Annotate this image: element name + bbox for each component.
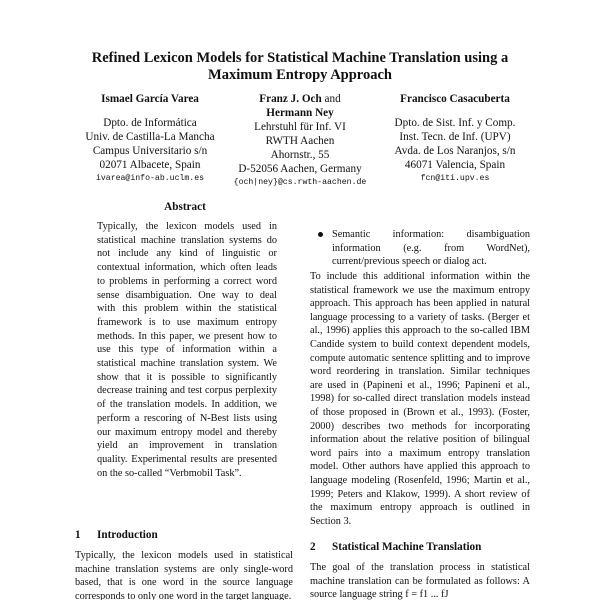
author-name: Francisco Casacuberta [400,93,510,105]
section-heading-smt [310,541,481,553]
affiliation-line: Dpto. de Informática [103,117,197,129]
abstract-heading: Abstract [164,201,206,213]
section-title: Statistical Machine Translation [332,541,482,553]
right-column-paragraph: To include this additional information within the statistical framework we use the maximum entropy approach. This approach has been applied in natural language processing to a variety of tasks. (Berger et al., 1996) applies this approach to the so-called IBM Candide system to build context dependent models, compute automatic sentence splitting and to improve word reordering in translation. Similar techniques are used in (Papineni et al., 1996; Papineni et al., 1998) for so-called direct translation models instead of those proposed in (Brown et al., 1993). (Foster, 2000) describes two methods for incorporating information about the relative position of bilingual word pairs into a maximum entropy translation model. Other authors have applied this approach to language modeling (Rosenfeld, 1996; Martin et al., 1999; Peters and Klakow, 1999). A short review of the maximum entropy approach is outlined in Section 3. [310,271,530,527]
bullet-dot-icon [318,232,323,237]
section-1-body-clip [75,549,293,600]
author-email: fcn@iti.upv.es [420,174,490,183]
author-name: Franz J. Och [259,93,322,105]
affiliation-line: Lehrstuhl für Inf. VI [254,121,346,133]
affiliation-line: 46071 Valencia, Spain [404,159,506,171]
affiliation-line: 02071 Albacete, Spain [99,159,201,171]
bullet-item [318,228,530,269]
section-2-body-clip [310,561,530,600]
paper-title: Refined Lexicon Models for Statistical Machine Translation using a Maximum Entropy Approach [91,50,509,83]
author-email: ivarea@info-ab.uclm.es [95,174,205,183]
affiliation-line: Dpto. de Sist. Inf. y Comp. [394,117,516,129]
affiliation-line: D-52056 Aachen, Germany [238,163,362,175]
abstract-paragraph: Typically, the lexicon models used in statistical machine translation systems do not include any kind of linguistic or contextual information, which often leads to problems in performing a correct word sense disambiguation. One way to deal with this problem within the statistical framework is to use maximum entropy methods. In this paper, we present how to use this type of information within a statistical machine translation system. We show that it is possible to significantly decrease training and test corpus perplexity of the translation models. In addition, we perform a rescoring of N-Best lists using our maximum entropy model and thereby yield an improvement in translation quality. Experimental results are presented on the so-called “Verbmobil Task”. [97,221,277,479]
section-2-paragraph: The goal of the translation process in statistical machine translation can be formulated as follows: A source language string f = f1 ... fJ [310,562,530,600]
author-name: Ismael García Varea [101,93,199,105]
section-title: Introduction [97,529,158,541]
section-number: 2 [310,541,316,553]
author-name: Hermann Ney [266,107,334,119]
author-block-3 [360,92,550,186]
section-heading-introduction [75,529,158,541]
affiliation-line: Univ. de Castilla-La Mancha [85,131,215,143]
section-number: 1 [75,529,81,541]
bullet-text: Semantic information: disambiguation information (e.g. from WordNet), current/previous speech or dialog act. [332,229,530,268]
author-email: {och|ney}@cs.rwth-aachen.de [233,178,367,187]
affiliation-line: RWTH Aachen [265,135,335,147]
section-1-paragraph: Typically, the lexicon models used in statistical machine translation systems are only single-word based, that is one word in the source language corresponds to only one word in the target language. [75,550,293,600]
and-connector: and [324,93,341,105]
affiliation-line: Campus Universitario s/n [92,145,208,157]
affiliation-line: Ahornstr., 55 [270,149,330,161]
affiliation-line: Avda. de Los Naranjos, s/n [394,145,516,157]
affiliation-line: Inst. Tecn. de Inf. (UPV) [399,131,511,143]
abstract-text [97,220,277,480]
